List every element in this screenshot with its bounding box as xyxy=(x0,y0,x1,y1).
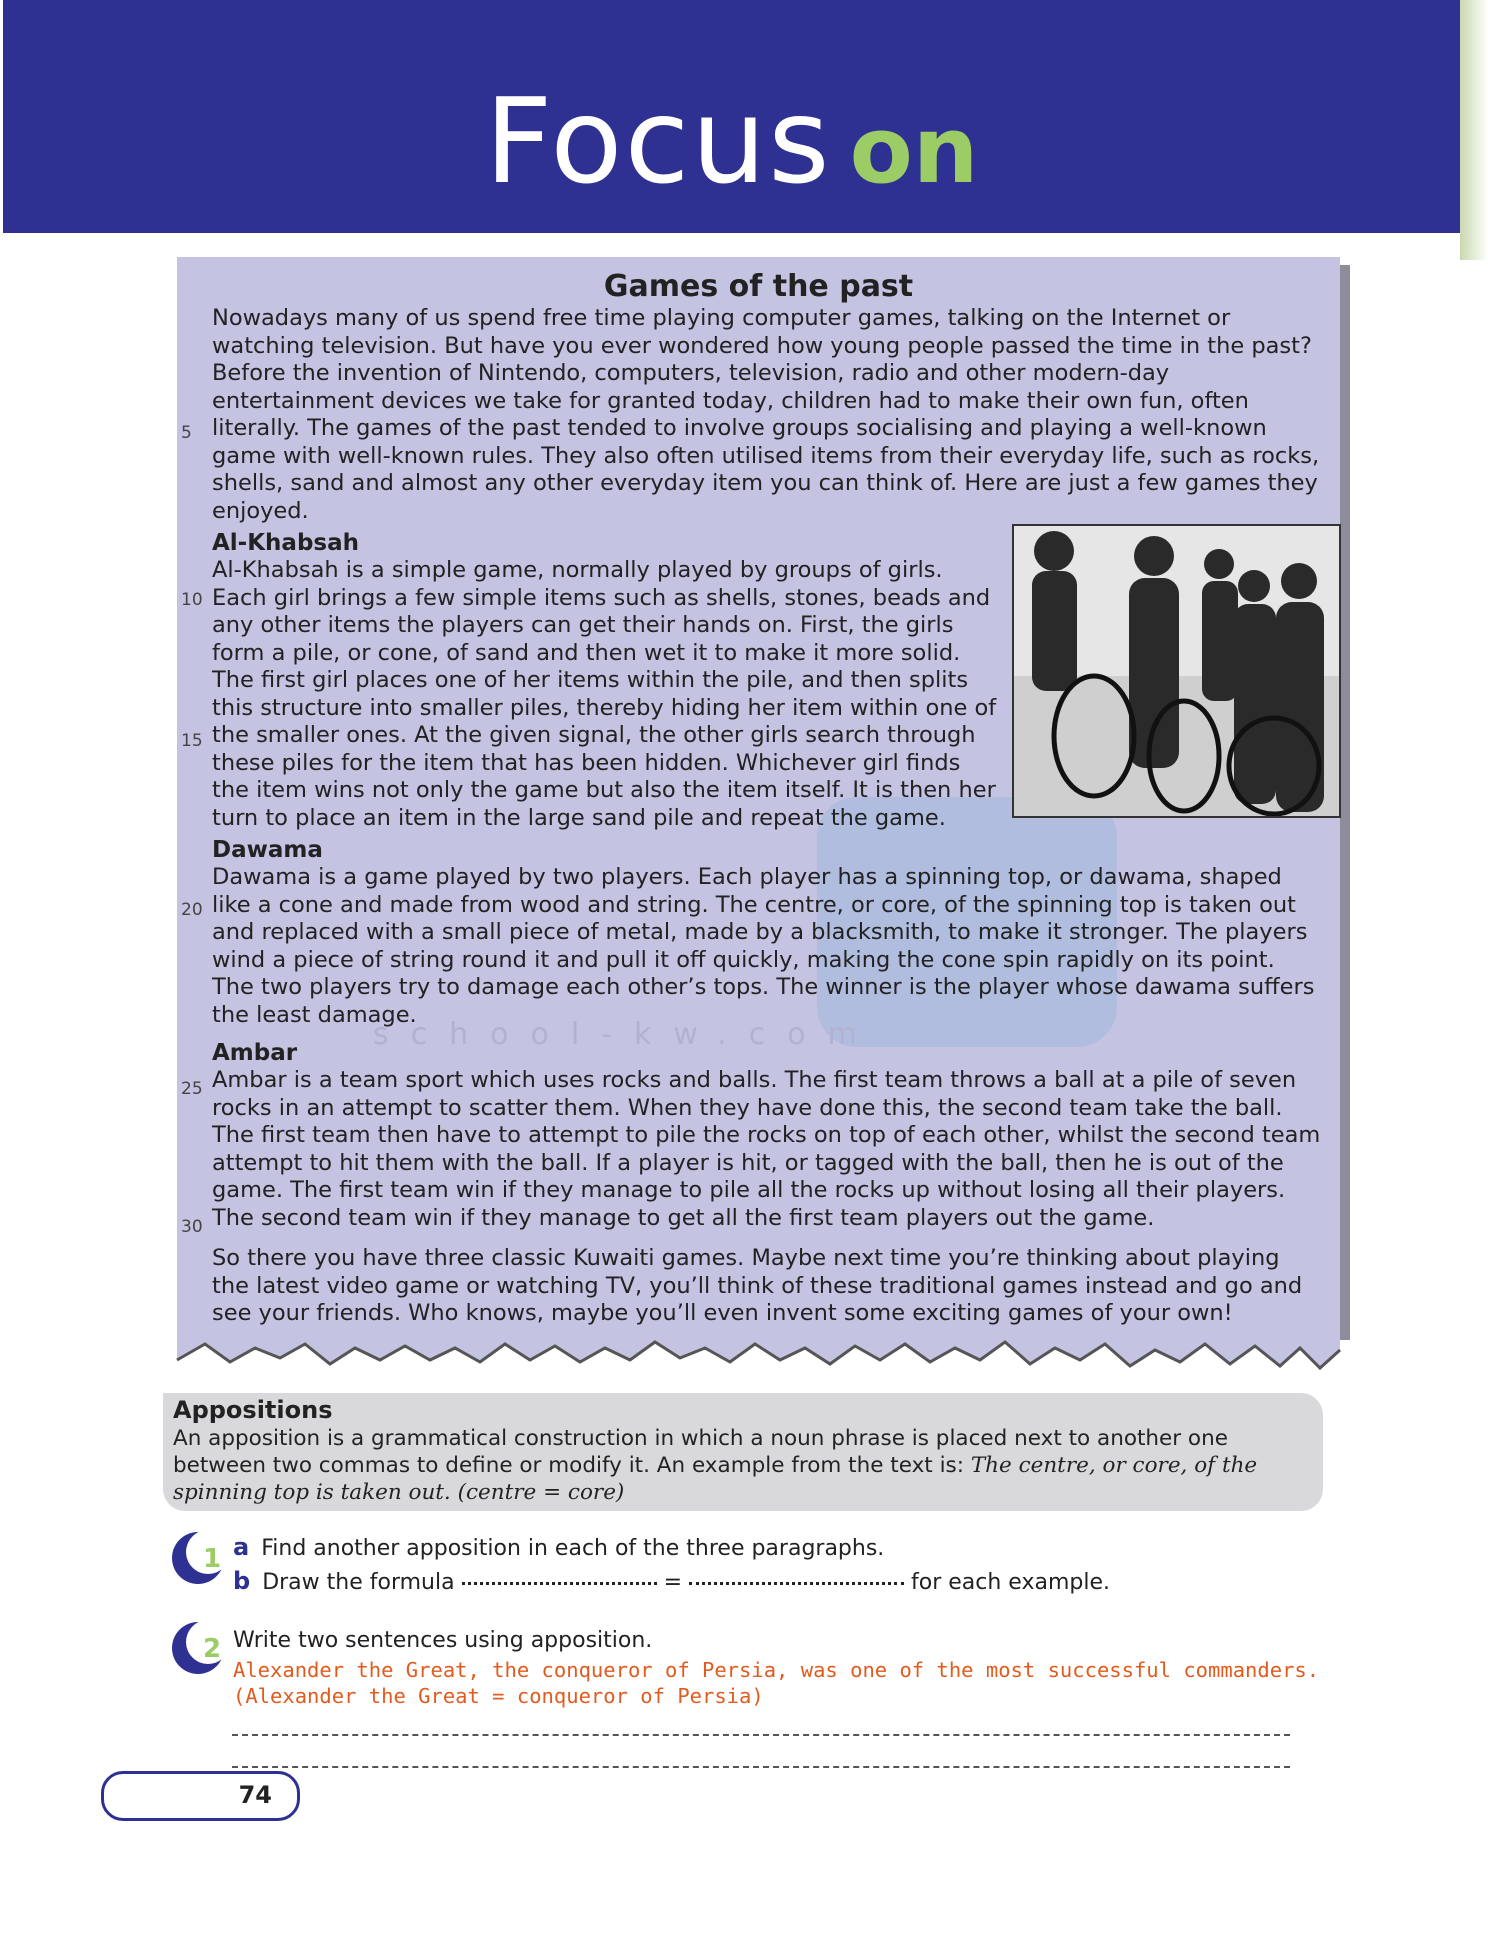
intro-paragraph: Nowadays many of us spend free time playing computer games, talking on the Internet or watching television. But have you ever wondered how young people passed the time in the past? Before the invention of Nintendo, computers, television, radio and other modern-day entertainment devices we take for granted today, children had to make their own fun, often literally. The games of the past tended to involve groups socialising and playing a well-known game with well-known rules. They also often utilised items from their everyday life, such as rocks, shells, sand and almost any other everyday item you can think of. Here are just a few games they enjoyed. xyxy=(212,305,1320,524)
formula-equals: = xyxy=(663,1570,683,1595)
conclusion-paragraph: So there you have three classic Kuwaiti games. Maybe next time you’re thinking about playing the latest video game or watching TV, you’ll think of these traditional games instead and go and see your friends. Who knows, maybe you’ll even invent some exciting games of your own! xyxy=(212,1245,1303,1326)
exercise-1b-suffix: for each example. xyxy=(911,1570,1110,1595)
exercise-1a-text: Find another apposition in each of the three paragraphs. xyxy=(261,1536,885,1561)
banner-edge-shadow xyxy=(1460,0,1488,260)
section-heading-dawama: Dawama xyxy=(212,837,323,863)
appositions-definition xyxy=(173,1425,1313,1506)
appositions-example: The centre, or core, of the spinning top is taken out. (centre = core) xyxy=(173,1453,1258,1505)
exercise-1b xyxy=(233,1567,1110,1595)
exercise-2-number: 2 xyxy=(203,1634,222,1664)
page-title xyxy=(3,72,1460,210)
section-text-al-khabsah: Al-Khabsah is a simple game, normally played by groups of girls. Each girl brings a few simple items such as shells, stones, beads and any other items the players can get their hands on. First, the girls form a pile, or cone, of sand and then wet it to make it more solid. The first girl places one of her items within the pile, and then splits this structure into smaller piles, thereby hiding her item within one of the smaller ones. At the given signal, the other girls search through these piles for the item that has been hidden. Whichever girl finds the item wins not only the game but also the item itself. It is then her turn to place an item in the large sand pile and repeat the game. xyxy=(212,557,997,831)
line-number: 30 xyxy=(181,1217,203,1237)
exercise-2-example-1: Alexander the Great, the conqueror of Persia, was one of the most successful commanders. xyxy=(233,1658,1320,1682)
exercise-1-moon-icon xyxy=(170,1530,226,1586)
page-number: 74 xyxy=(238,1781,272,1809)
exercise-2-instruction: Write two sentences using apposition. xyxy=(233,1628,653,1653)
photo-image xyxy=(1014,526,1339,816)
torn-paper-edge xyxy=(170,1330,1350,1380)
title-on: on xyxy=(849,97,979,204)
answer-line-2[interactable] xyxy=(232,1766,1290,1768)
exercise-1a-label: a xyxy=(233,1533,250,1561)
line-number: 15 xyxy=(181,731,203,751)
formula-blank-right[interactable] xyxy=(689,1582,904,1585)
formula-blank-left[interactable] xyxy=(462,1582,657,1585)
line-number: 25 xyxy=(181,1079,203,1099)
line-number: 20 xyxy=(181,900,203,920)
exercise-1b-text: Draw the formula xyxy=(262,1570,455,1595)
answer-line-1[interactable] xyxy=(232,1734,1290,1736)
appositions-box xyxy=(163,1393,1323,1511)
article-title: Games of the past xyxy=(603,269,914,304)
section-heading-ambar: Ambar xyxy=(212,1040,298,1066)
exercise-1b-label: b xyxy=(233,1567,251,1595)
article-panel xyxy=(177,257,1340,1332)
children-playing-photo xyxy=(1012,524,1341,818)
title-focus: Focus xyxy=(484,72,832,210)
line-number: 10 xyxy=(181,590,203,610)
page-number-box xyxy=(101,1771,300,1821)
exercise-1a xyxy=(233,1533,884,1561)
exercise-1-number: 1 xyxy=(203,1544,222,1574)
appositions-text: An apposition is a grammatical construction in which a noun phrase is placed next to another one between two commas to define or modify it. An example from the text is: xyxy=(173,1426,1228,1478)
line-number: 5 xyxy=(181,423,192,443)
exercise-2-moon-icon xyxy=(170,1620,226,1676)
section-text-dawama: Dawama is a game played by two players. Each player has a spinning top, or dawama, shaped like a cone and made from wood and string. The centre, or core, of the spinning top is taken out and replaced with a small piece of metal, made by a blacksmith, to make it stronger. The players wind a piece of string round it and pull it off quickly, making the cone spin rapidly on its point. The two players try to damage each other’s tops. The winner is the player whose dawama suffers the least damage. xyxy=(212,864,1315,1028)
appositions-title: Appositions xyxy=(173,1396,333,1424)
watermark-text: school-kw.com xyxy=(373,1017,879,1052)
section-heading-al-khabsah: Al-Khabsah xyxy=(212,530,359,556)
exercise-2-example-2: (Alexander the Great = conqueror of Persia) xyxy=(233,1684,764,1708)
section-text-ambar: Ambar is a team sport which uses rocks and balls. The first team throws a ball at a pile of seven rocks in an attempt to scatter them. When they have done this, the second team take the ball. The first team then have to attempt to pile the rocks on top of each other, whilst the second team attempt to hit them with the ball. If a player is hit, or tagged with the ball, then he is out of the game. The first team win if they manage to pile all the rocks up without losing all their players. The second team win if they manage to get all the first team players out the game. xyxy=(212,1067,1321,1231)
header-banner xyxy=(3,0,1460,233)
